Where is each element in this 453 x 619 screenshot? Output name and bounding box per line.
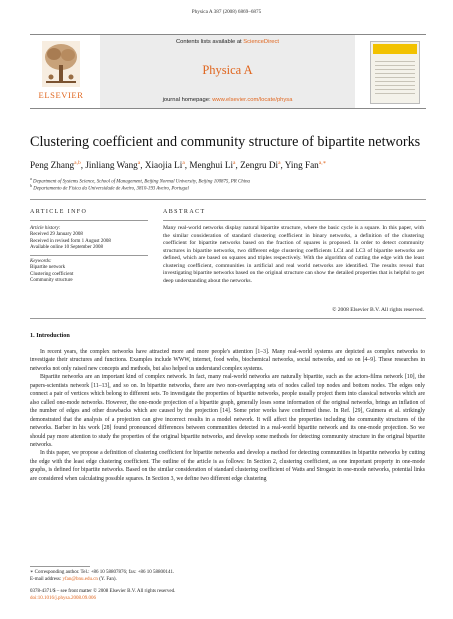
- keyword: Clustering coefficient: [30, 271, 74, 277]
- author[interactable]: Menghui Li$^a$: [189, 160, 236, 171]
- journal-title[interactable]: Physica A: [202, 63, 253, 77]
- history-entry: Available online 10 September 2008: [30, 244, 103, 250]
- affiliation: $^b$ Departamento de Física da Universidade de Aveiro, 3810-193 Aveiro, Portugal: [30, 183, 189, 192]
- journal-cover-thumbnail[interactable]: [370, 41, 420, 104]
- author[interactable]: Zengru Di$^a$: [240, 160, 281, 171]
- history-entry: Received in revised form 1 August 2008: [30, 238, 111, 244]
- paragraph: In this paper, we propose a definition of clustering coefficient for bipartite networks and develop a method for detecting communities in bipartite networks by cutting the edge with the least edge clustering coefficient. The outline of the article is as follows: In Section 2, clustering coefficient, as one important property in one-mode graphs, is defined for bipartite networks. Based on the similar consideration of standard clustering coefficient of Watts and Strogatz in one-mode networks, potential links are considered when calculating possible squares. In Section 3, we define two different edge clustering: [30, 450, 425, 482]
- running-head: Physica A 387 (2008) 6869–6875: [191, 9, 262, 15]
- article-info-heading: ARTICLE INFO: [30, 209, 88, 215]
- author[interactable]: Xiaojia Li$^a$: [144, 160, 185, 171]
- homepage-line: [100, 97, 355, 103]
- keywords-label: Keywords:: [30, 259, 52, 264]
- paragraph: In recent years, the complex networks have attracted more and more people's attention [1–3]. Many real-world systems are depicted as complex networks to investigate their structures and functions. Examples include WWW, internet, food webs, biochemical networks, social networks, and so on [4–9]. These researches in networks not only raised new concepts and methods, but also helped us understand complex systems.: [30, 349, 425, 372]
- cover-text-lines: [375, 58, 415, 96]
- footnote-divider: [30, 566, 90, 567]
- article-history: [30, 226, 148, 251]
- publisher-name: ELSEVIER: [38, 90, 84, 100]
- history-label: Article history:: [30, 226, 61, 231]
- copyright: © 2008 Elsevier B.V. All rights reserved.: [332, 307, 424, 313]
- history-entry: Received 29 January 2008: [30, 232, 83, 238]
- paragraph: Bipartite networks are an important kind of complex network. In fact, many real-world networks are naturally bipartite, such as the actors-films network [10], the papers-scientists network [11–13], and so on. In bipartite networks, there are two non-overlapping sets of nodes called top nodes and bottom nodes. The edges only connect a pair of vertices which belong to different sets. To investigate the properties of bipartite networks, people usually project them into classical networks which are also called one-mode networks. However, the one-mode projection of a bipartite graph, generally loses some information of the original networks, brings an inflation of the number of edges and other drawbacks which are caused by the projection [14]. Some prior works have confirmed these. In Ref. [29], Guimera et al. strikingly demonstrated that the analysis of a projection can give incorrect results in a model network. It will affect the properties including the community structures of the networks. Barber in his work [28] found pronounced differences between communities detected in a real-world bipartite network and its one-mode projection. So we should pay more attention to study the properties of the original bipartite networks, and develop some methods for detecting community structure in the original bipartite networks.: [30, 374, 425, 448]
- masthead-center: [100, 35, 355, 108]
- author[interactable]: Peng Zhang$^{a,b}$: [30, 160, 81, 171]
- keyword: Bipartite network: [30, 265, 66, 271]
- divider: [163, 220, 426, 221]
- corresponding-line: ∗ Corresponding author. Tel.: +86 10 58807876; fax: +86 10 58800141.: [30, 570, 175, 575]
- author-corresponding[interactable]: Ying Fan$^{a,∗}$: [284, 160, 327, 171]
- tree-icon: [42, 41, 80, 87]
- abstract-heading: ABSTRACT: [163, 209, 206, 215]
- contents-prefix: Contents lists available at: [175, 39, 244, 45]
- divider: [30, 220, 148, 221]
- affiliation: $^a$ Department of Systems Science, School of Management, Beijing Normal University, Beijing 100875, PR China: [30, 176, 250, 185]
- author-list: Peng Zhang$^{a,b}$, Jinliang Wang$^a$, Xiaojia Li$^a$, Menghui Li$^a$, Zengru Di$^a$, Ying Fan$^{a,∗}$: [30, 160, 327, 171]
- issn-line: 0378-4371/$ – see front matter © 2008 Elsevier B.V. All rights reserved.: [30, 589, 176, 594]
- author[interactable]: Jinliang Wang$^a$: [85, 160, 141, 171]
- issn-block: [30, 589, 330, 602]
- email-link[interactable]: yfan@bnu.edu.cn: [62, 576, 98, 582]
- elsevier-logo[interactable]: [30, 38, 92, 108]
- keywords: [30, 259, 148, 284]
- cover-band: [373, 44, 417, 54]
- doi-link[interactable]: doi:10.1016/j.physa.2008.09.006: [30, 595, 96, 601]
- article-title: Clustering coefficient and community structure of bipartite networks: [30, 134, 421, 150]
- contents-line: [100, 39, 355, 45]
- abstract-text: Many real-world networks display natural bipartite structure, where the basic cycle is a square. In this paper, with the similar consideration of standard clustering coefficient in binary networks, a definition of the clustering coefficient for bipartite networks based on the fraction of squares is proposed. In order to detect community structures in bipartite networks, two different edge clustering coefficients LC4 and LC3 of bipartite networks are defined, which are based on squares and triples respectively. With the algorithm of cutting the edge with the least clustering coefficient, communities in artificial and real world networks are identified. The results reveal that investigating bipartite networks based on the original structure can show the detailed properties that is helpful to get deep understanding about the networks.: [163, 225, 424, 284]
- keyword: Community structure: [30, 277, 73, 283]
- divider: [30, 199, 426, 200]
- section-heading-introduction: 1. Introduction: [30, 332, 70, 339]
- divider: [30, 255, 148, 256]
- corresponding-author-note: [30, 570, 330, 583]
- introduction-body: [30, 348, 425, 483]
- journal-homepage-link[interactable]: www.elsevier.com/locate/physa: [212, 97, 293, 103]
- journal-masthead: [30, 34, 426, 109]
- divider: [30, 318, 426, 319]
- sciencedirect-link[interactable]: ScienceDirect: [243, 39, 280, 45]
- email-line: E-mail address: yfan@bnu.edu.cn (Y. Fan).: [30, 576, 117, 582]
- homepage-prefix: journal homepage:: [162, 97, 213, 103]
